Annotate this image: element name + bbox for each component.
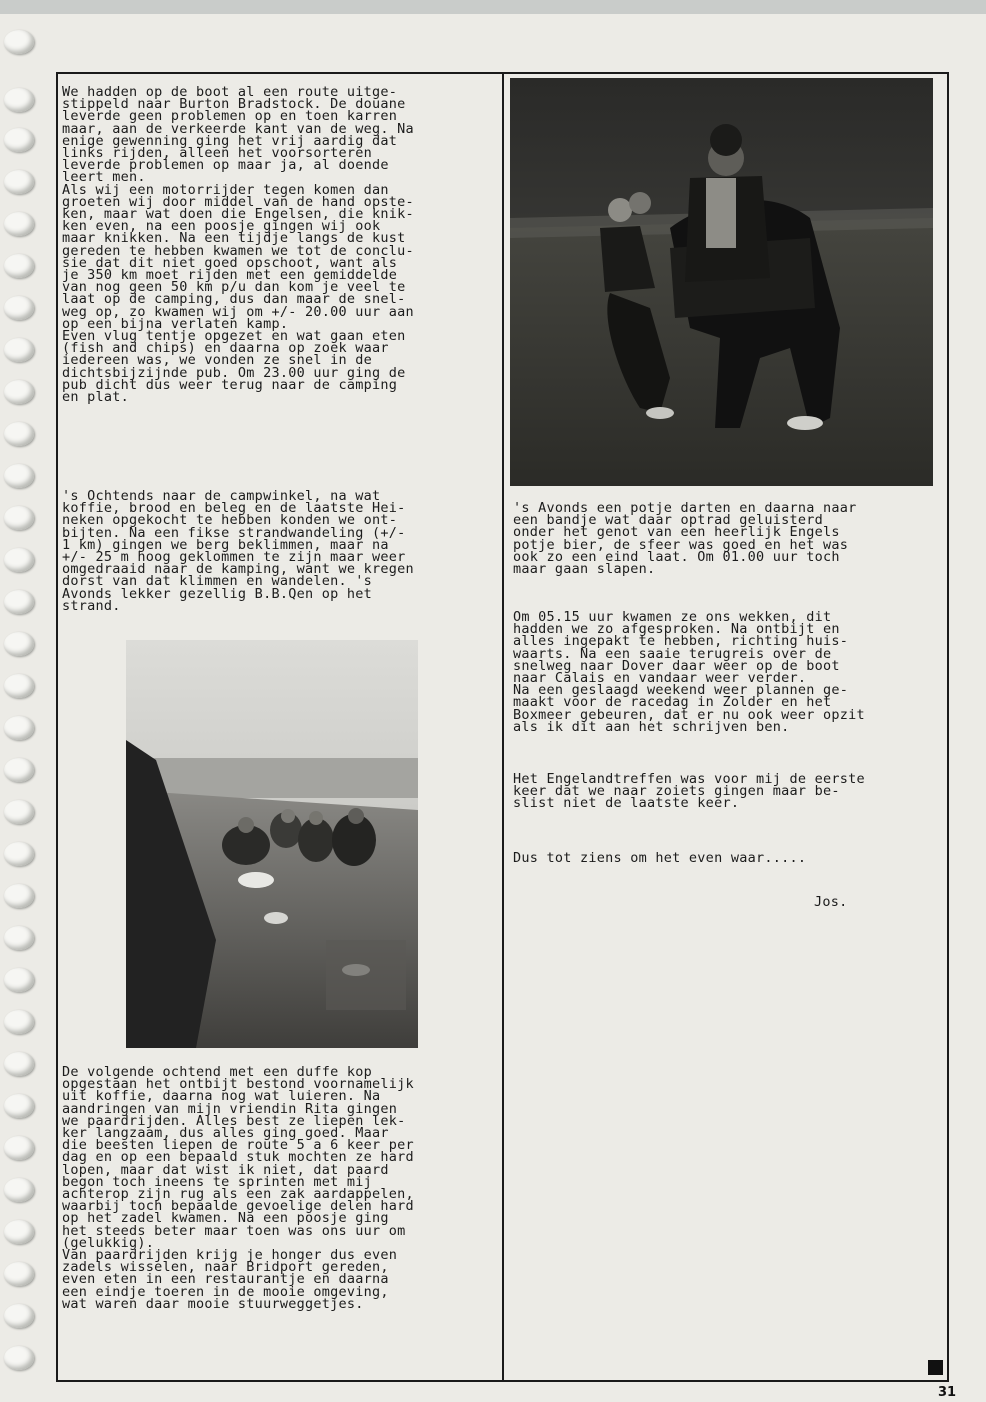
- left-paragraph-1: We hadden op de boot al een route uitge- stippeld naar Burton Bradstock. De douane leverde geen problemen op en toen karren maar, aan de verkeerde kant van de weg. Na enige gewenning ging het vrij aardig dat links rijden, alleen het voorsorteren leverde problemen op maar ja, al doende leert men. Als wij een motorrijder tegen komen dan groeten wij door middel van de hand opste- ken, maar wat doen die Engelsen, die knik- ken even, na een poosje gingen wij ook maar knikken. Na een tijdje langs de kust gereden te hebben kwamen we tot de conclu- sie dat dit niet goed opschoot, want als je 350 km moet rijden met een gemiddelde van nog geen 50 km p/u dan kom je veel te laat op de camping, dus dan maar de snel- weg op, zo kwamen wij om +/- 20.00 uur aan op een bijna verlaten kamp. Even vlug tentje opgezet en wat gaan eten (fish and chips) en daarna op zoek waar iedereen was, we vonden ze snel in de dichtsbijzijnde pub. Om 23.00 uur ging de pub dicht dus weer terug naar de camping en plat.: [62, 84, 414, 406]
- left-paragraph-3: De volgende ochtend met een duffe kop opgestaan het ontbijt bestond voornamelijk uit koffie, daarna nog wat luieren. Na aandringen van mijn vriendin Rita gingen we paardrijden. Alles best ze liepen lek- ker langzaam, dus alles ging goed. Maar die beesten liepen de route 5 a 6 keer per dag en op een bepaald stuk mochten ze hard lopen, maar dat wist ik niet, dat paard begon toch ineens te sprinten met mij achterop zijn rug als een zak aardappelen, waarbij toch bepaalde gevoelige delen hard op het zadel kwamen. Na een poosje ging het steeds beter maar toen was ons uur om (gelukkig). Van paardrijden krijg je honger dus even zadels wisselen, naar Bridport gereden, even eten in een restaurantje en daarna een eindje toeren in de mooie omgeving, wat waren daar mooie stuurweggetjes.: [62, 1064, 414, 1312]
- scan-top-edge: [0, 0, 986, 14]
- signature: Jos.: [814, 894, 848, 910]
- horse-riding-photo: [510, 78, 933, 486]
- right-paragraph-2: Om 05.15 uur kwamen ze ons wekken, dit hadden we zo afgesproken. Na ontbijt en alles ingepakt te hebben, richting huis- waarts. Na een saaie terugreis over de snelweg naar Dover daar weer op de boot naar Calais en vandaar weer verder. Na een geslaagd weekend weer plannen ge- maakt voor de racedag in Zolder en het Boxmeer gebeuren, dat er nu ook weer opzit als ik dit aan het schrijven ben.: [513, 609, 865, 735]
- right-paragraph-1: 's Avonds een potje darten en daarna naar een bandje wat daar optrad geluisterd onder het genot van een heerlijk Engels potje bier, de sfeer was goed en het was ook zo een eind laat. Om 01.00 uur toch maar gaan slapen.: [513, 500, 857, 578]
- page-number: 31: [938, 1385, 957, 1400]
- right-paragraph-3: Het Engelandtreffen was voor mij de eerste keer dat we naar zoiets gingen maar be- slist niet de laatste keer.: [513, 771, 865, 812]
- column-divider: [502, 73, 504, 1380]
- right-paragraph-4: Dus tot ziens om het even waar.....: [513, 850, 807, 866]
- beach-photo: [126, 640, 418, 1048]
- left-paragraph-2: 's Ochtends naar de campwinkel, na wat koffie, brood en beleg en de laatste Hei- neken opgekocht te hebben konden we ont- bijten. Na een fikse strandwandeling (+/- 1 km) gingen we berg beklimmen, maar na +/- 25 m hoog geklommen te zijn maar weer omgedraaid naar de kamping, want we kregen dorst van dat klimmen en wandelen. 's Avonds lekker gezellig B.B.Qen op het strand.: [62, 488, 414, 614]
- end-of-article-square: [928, 1360, 943, 1375]
